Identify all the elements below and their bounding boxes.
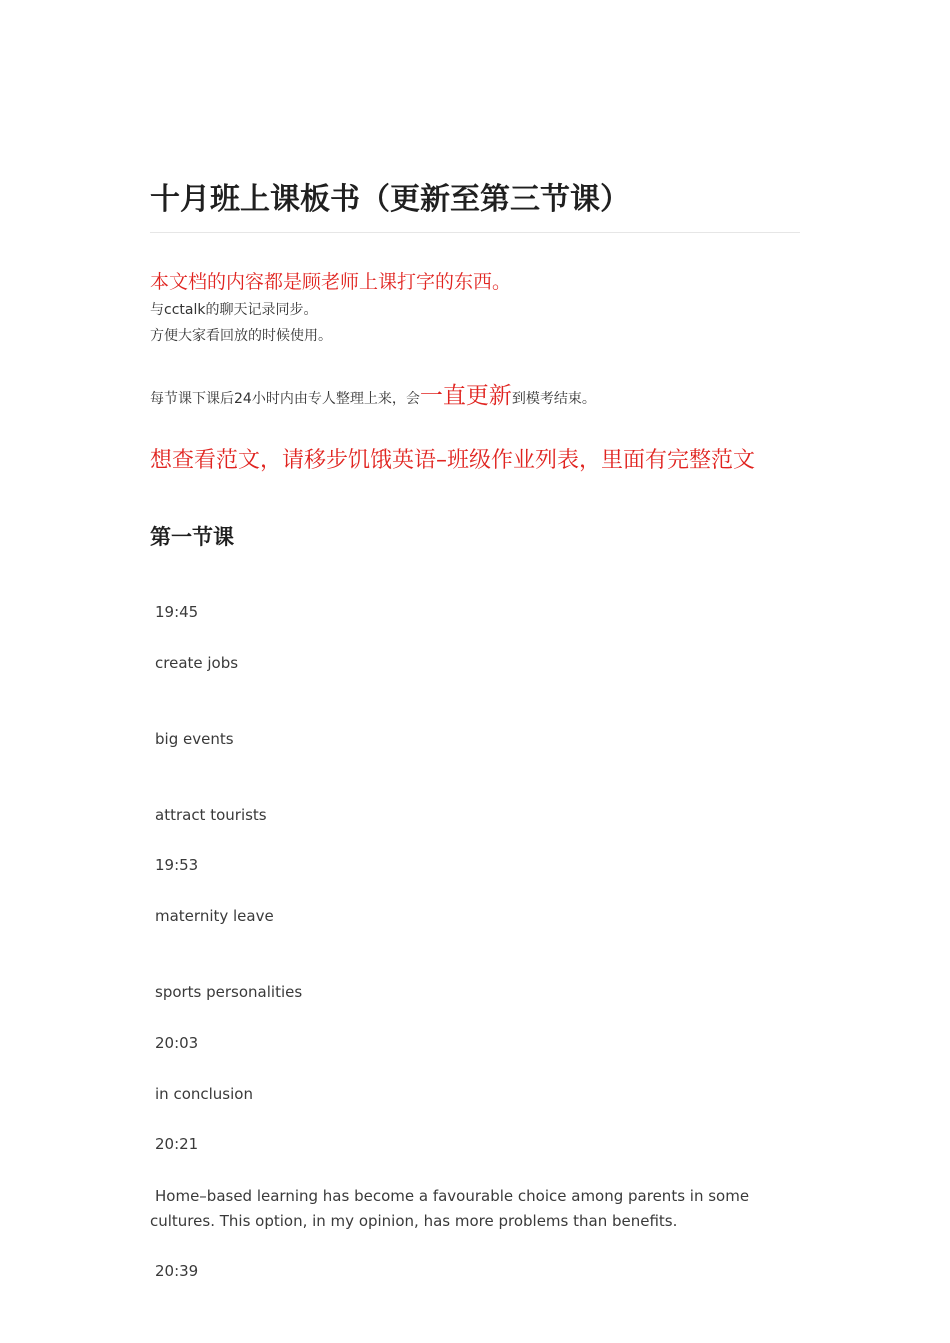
timestamp: 19:45 [155, 603, 199, 621]
section-heading: 第一节课 [150, 525, 234, 549]
essay-notice: 想查看范文，请移步饥饿英语–班级作业列表，里面有完整范文 [150, 448, 756, 473]
document-page [150, 0, 800, 1343]
list-item: sports personalities [155, 983, 303, 1001]
update-suffix: 到模考结束。 [511, 391, 596, 407]
essay-sentence: Home–based learning has become a favourable choice among parents in some cultures. This option, in my opinion, has more problems than benefits. [150, 1187, 750, 1230]
page-title: 十月班上课板书（更新至第三节课） [150, 182, 630, 217]
timestamp: 20:21 [155, 1135, 199, 1153]
update-emphasis: 一直更新 [419, 383, 512, 409]
list-item: in conclusion [155, 1085, 253, 1103]
list-item: attract tourists [155, 806, 267, 824]
list-item: create jobs [155, 654, 239, 672]
intro-lead: 本文档的内容都是顾老师上课打字的东西。 [150, 271, 512, 293]
list-item: maternity leave [155, 907, 274, 925]
timestamp: 19:53 [155, 856, 199, 874]
list-item: big events [155, 730, 234, 748]
title-divider [150, 232, 800, 233]
intro-line-2: 方便大家看回放的时候使用。 [150, 328, 332, 344]
timestamp: 20:03 [155, 1034, 199, 1052]
update-prefix: 每节课下课后24小时内由专人整理上来，会 [150, 391, 420, 407]
update-notice [150, 378, 596, 417]
intro-line-1: 与cctalk的聊天记录同步。 [150, 302, 318, 318]
timestamp: 20:39 [155, 1262, 199, 1280]
